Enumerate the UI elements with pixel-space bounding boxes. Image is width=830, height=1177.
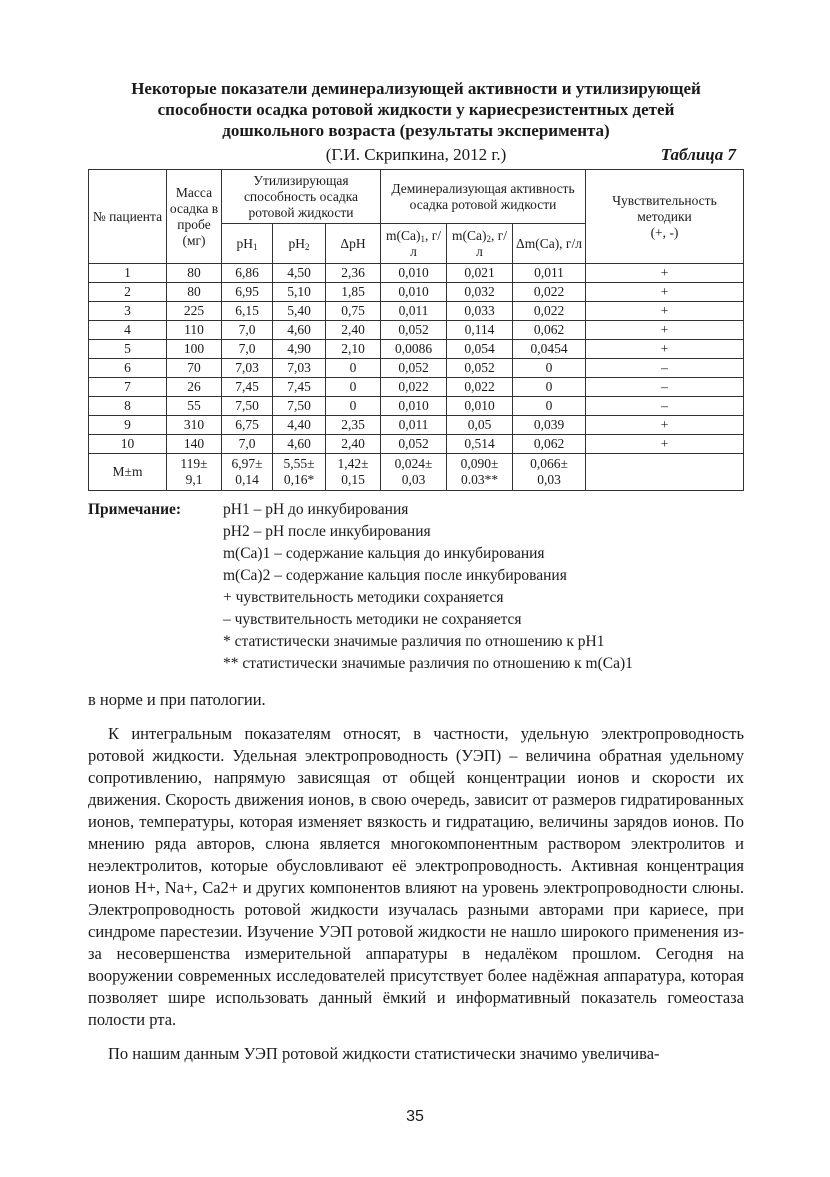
header-sensitivity-label: Чувствительность методики (612, 192, 717, 224)
table-cell: 8 (89, 397, 167, 416)
mean-cell (222, 454, 273, 491)
mean-cell (586, 454, 744, 491)
page-number: 35 (406, 1108, 424, 1125)
header-ph2-text: pH (288, 235, 305, 251)
table-cell: 2 (89, 283, 167, 302)
header-mca2-sub: 2 (486, 233, 491, 244)
header-mca2-unit: , г/л (476, 227, 508, 259)
table-cell: 0,052 (381, 435, 447, 454)
table-cell: 0,062 (513, 321, 586, 340)
table-cell: 4,60 (273, 321, 326, 340)
table-cell: + (586, 264, 744, 283)
table-cell: 0,011 (381, 416, 447, 435)
notes-block (88, 499, 744, 675)
note-line-2: pH2 – pH после инкубирования (223, 523, 431, 540)
table-cell: + (586, 302, 744, 321)
table-cell: 140 (167, 435, 222, 454)
table-row (89, 340, 744, 359)
table-row (89, 397, 744, 416)
table-cell: 0,75 (326, 302, 381, 321)
table-row (89, 435, 744, 454)
table-cell: 7,03 (222, 359, 273, 378)
mean-cell (326, 454, 381, 491)
table-cell: 80 (167, 283, 222, 302)
table-cell: 5 (89, 340, 167, 359)
table-cell: 0,010 (381, 397, 447, 416)
table-cell: 0,05 (447, 416, 513, 435)
table-cell: 7,0 (222, 340, 273, 359)
paragraph-continuation: в норме и при патологии. (88, 690, 266, 709)
note-line-8: ** статистически значимые различия по отношению к m(Ca)1 (223, 655, 633, 672)
mean-row-label: M±m (89, 454, 167, 491)
header-sensitivity (586, 170, 744, 264)
table-cell: 7,0 (222, 321, 273, 340)
table-cell: 0,052 (381, 321, 447, 340)
table-cell: 4,50 (273, 264, 326, 283)
table-cell: 1 (89, 264, 167, 283)
mean-cell (381, 454, 447, 491)
mean-error: 0,16* (283, 472, 315, 487)
note-text: pH1 – pH до инкубирования (223, 501, 409, 518)
notes-heading: Примечание: (88, 501, 182, 518)
title-line-3: дошкольного возраста (результаты эксперимента) (222, 121, 610, 140)
table-cell: 55 (167, 397, 222, 416)
table-cell: 0,010 (381, 264, 447, 283)
title-line-1: Некоторые показатели деминерализующей активности и утилизирующей (131, 79, 701, 98)
header-mca2-text: m(Ca) (451, 227, 487, 243)
mean-value: 5,55± (283, 456, 315, 471)
table-cell: – (586, 397, 744, 416)
table-cell: 9 (89, 416, 167, 435)
table-cell: 0,022 (513, 283, 586, 302)
mean-error: 0,15 (341, 472, 365, 487)
table-cell: 70 (167, 359, 222, 378)
mean-cell (167, 454, 222, 491)
data-table (88, 169, 744, 491)
table-row (89, 302, 744, 321)
table-cell: 0,054 (447, 340, 513, 359)
note-line-6: – чувствительность методики не сохраняется (223, 611, 522, 628)
header-mass: Масса осадка в пробе (мг) (167, 170, 222, 264)
mean-value: 1,42± (337, 456, 369, 471)
mean-error: 0.03** (460, 472, 499, 487)
table-cell: 1,85 (326, 283, 381, 302)
table-cell: 0 (326, 359, 381, 378)
table-cell: 0,011 (513, 264, 586, 283)
table-body (89, 264, 744, 491)
note-line-4: m(Ca)2 – содержание кальция после инкубирования (223, 567, 567, 584)
table-cell: 2,35 (326, 416, 381, 435)
mean-error: 9,1 (185, 472, 203, 487)
table-cell: 7 (89, 378, 167, 397)
note-line-1 (88, 499, 744, 521)
mean-value: 6,97± (231, 456, 263, 471)
mean-value: 119± (180, 456, 208, 471)
table-cell: 6,95 (222, 283, 273, 302)
table-cell: 4,90 (273, 340, 326, 359)
table-cell: 0,021 (447, 264, 513, 283)
table-cell: 0,022 (381, 378, 447, 397)
header-mca1-text: m(Ca) (385, 227, 421, 243)
mean-cell (273, 454, 326, 491)
paragraph-results: По нашим данным УЭП ротовой жидкости статистически значимо увеличива- (108, 1044, 660, 1063)
mean-value: 0,024± (394, 456, 433, 471)
header-mca1 (381, 224, 447, 264)
table-cell: + (586, 435, 744, 454)
table-cell: 7,50 (273, 397, 326, 416)
table-cell: 0 (326, 378, 381, 397)
mean-error: 0,14 (235, 472, 259, 487)
table-cell: 4,60 (273, 435, 326, 454)
header-mca1-unit: , г/л (410, 227, 442, 259)
table-cell: 6,75 (222, 416, 273, 435)
header-mca2 (447, 224, 513, 264)
mean-error: 0,03 (537, 472, 561, 487)
note-line-5: + чувствительность методики сохраняется (223, 589, 504, 606)
table-cell: 26 (167, 378, 222, 397)
table-cell: 7,03 (273, 359, 326, 378)
table-cell: 0,011 (381, 302, 447, 321)
paragraph-conductivity: К интегральным показателям относят, в частности, удельную электропроводность ротовой жидкости. Удельная электропроводность (УЭП) – величина обратная удельному сопротивлению, напрямую зависящая от общей концентрации ионов и скорости их движения. Скорость движения ионов, в свою очередь, зависит от размеров гидратированных ионов, температуры, которая изменяет вязкость и гидратацию, величины зарядов ионов. По мнению ряда авторов, слюна является многокомпонентным раствором электролитов и неэлектролитов, которые обусловливают её электропроводность. Активная концентрация ионов H+, Na+, Ca2+ и других компонентов влияют на уровень электропроводности слюны. Электропроводность ротовой жидкости изучалась разными авторами при кариесе, при синдроме парестезии. Изучение УЭП ротовой жидкости не нашло широкого применения из-за несовершенства измерительной аппаратуры в недалёком прошлом. Сегодня на вооружении современных исследователей присутствует более надёжная аппаратура, которая позволяет шире использовать данный ёмкий и информативный показатель гомеостаза полости рта. (88, 724, 744, 1029)
table-cell: 0,033 (447, 302, 513, 321)
table-cell: 0,010 (381, 283, 447, 302)
table-cell: 7,45 (273, 378, 326, 397)
header-ph1-text: pH (236, 235, 253, 251)
table-cell: 0,010 (447, 397, 513, 416)
table-cell: 0,062 (513, 435, 586, 454)
table-cell: 80 (167, 264, 222, 283)
mean-cell (447, 454, 513, 491)
source-citation: (Г.И. Скрипкина, 2012 г.) (325, 145, 507, 164)
table-title (88, 78, 744, 141)
table-cell: 2,40 (326, 435, 381, 454)
table-cell: + (586, 416, 744, 435)
table-row (89, 416, 744, 435)
table-cell: 0,0454 (513, 340, 586, 359)
header-util-group: Утилизирующая способность осадка ротовой жидкости (222, 170, 381, 224)
table-cell: 4,40 (273, 416, 326, 435)
table-cell: 0,114 (447, 321, 513, 340)
table-cell: 0 (513, 359, 586, 378)
header-demin-group: Деминерализующая активность осадка ротовой жидкости (381, 170, 586, 224)
table-row (89, 321, 744, 340)
table-cell: 5,10 (273, 283, 326, 302)
note-line-7: * статистически значимые различия по отношению к pH1 (223, 633, 605, 650)
mean-value: 0,066± (530, 456, 568, 471)
table-cell: 0,039 (513, 416, 586, 435)
table-cell: 6,15 (222, 302, 273, 321)
header-sensitivity-sub: (+, -) (650, 224, 679, 240)
table-cell: 0 (326, 397, 381, 416)
table-cell: 3 (89, 302, 167, 321)
mean-row (89, 454, 744, 491)
mean-error: 0,03 (401, 472, 426, 487)
table-cell: + (586, 283, 744, 302)
title-line-2: способности осадка ротовой жидкости у кариесрезистентных детей (157, 100, 675, 119)
header-patient: № пациента (89, 170, 167, 264)
table-row (89, 264, 744, 283)
table-cell: 0,0086 (381, 340, 447, 359)
table-cell: 6,86 (222, 264, 273, 283)
table-cell: 225 (167, 302, 222, 321)
table-cell: 0,052 (381, 359, 447, 378)
table-cell: 2,10 (326, 340, 381, 359)
header-dph: ΔpH (326, 224, 381, 264)
header-ph1 (222, 224, 273, 264)
page-content (88, 78, 744, 1065)
table-cell: 0,052 (447, 359, 513, 378)
table-cell: 110 (167, 321, 222, 340)
table-label: Таблица 7 (660, 145, 736, 164)
table-row (89, 359, 744, 378)
note-line-3: m(Ca)1 – содержание кальция до инкубирования (223, 545, 545, 562)
table-cell: 0,022 (513, 302, 586, 321)
table-cell: 7,0 (222, 435, 273, 454)
table-cell: 0 (513, 378, 586, 397)
table-cell: 2,36 (326, 264, 381, 283)
source-row (88, 145, 744, 169)
header-ph2 (273, 224, 326, 264)
table-cell: 5,40 (273, 302, 326, 321)
table-cell: 0,032 (447, 283, 513, 302)
table-cell: + (586, 340, 744, 359)
table-cell: + (586, 321, 744, 340)
table-cell: 100 (167, 340, 222, 359)
table-cell: 0,022 (447, 378, 513, 397)
header-dmca: Δm(Ca), г/л (513, 224, 586, 264)
header-mca1-sub: 1 (420, 233, 425, 244)
table-cell: – (586, 378, 744, 397)
table-row (89, 283, 744, 302)
mean-cell (513, 454, 586, 491)
table-cell: 2,40 (326, 321, 381, 340)
mean-value: 0,090± (460, 456, 499, 471)
table-cell: 4 (89, 321, 167, 340)
table-cell: 7,45 (222, 378, 273, 397)
table-cell: 7,50 (222, 397, 273, 416)
table-cell: 0,514 (447, 435, 513, 454)
table-cell: 6 (89, 359, 167, 378)
table-cell: 310 (167, 416, 222, 435)
header-ph1-sub: 1 (253, 241, 258, 252)
header-ph2-sub: 2 (305, 241, 310, 252)
table-cell: – (586, 359, 744, 378)
table-row (89, 378, 744, 397)
table-cell: 0 (513, 397, 586, 416)
table-cell: 10 (89, 435, 167, 454)
